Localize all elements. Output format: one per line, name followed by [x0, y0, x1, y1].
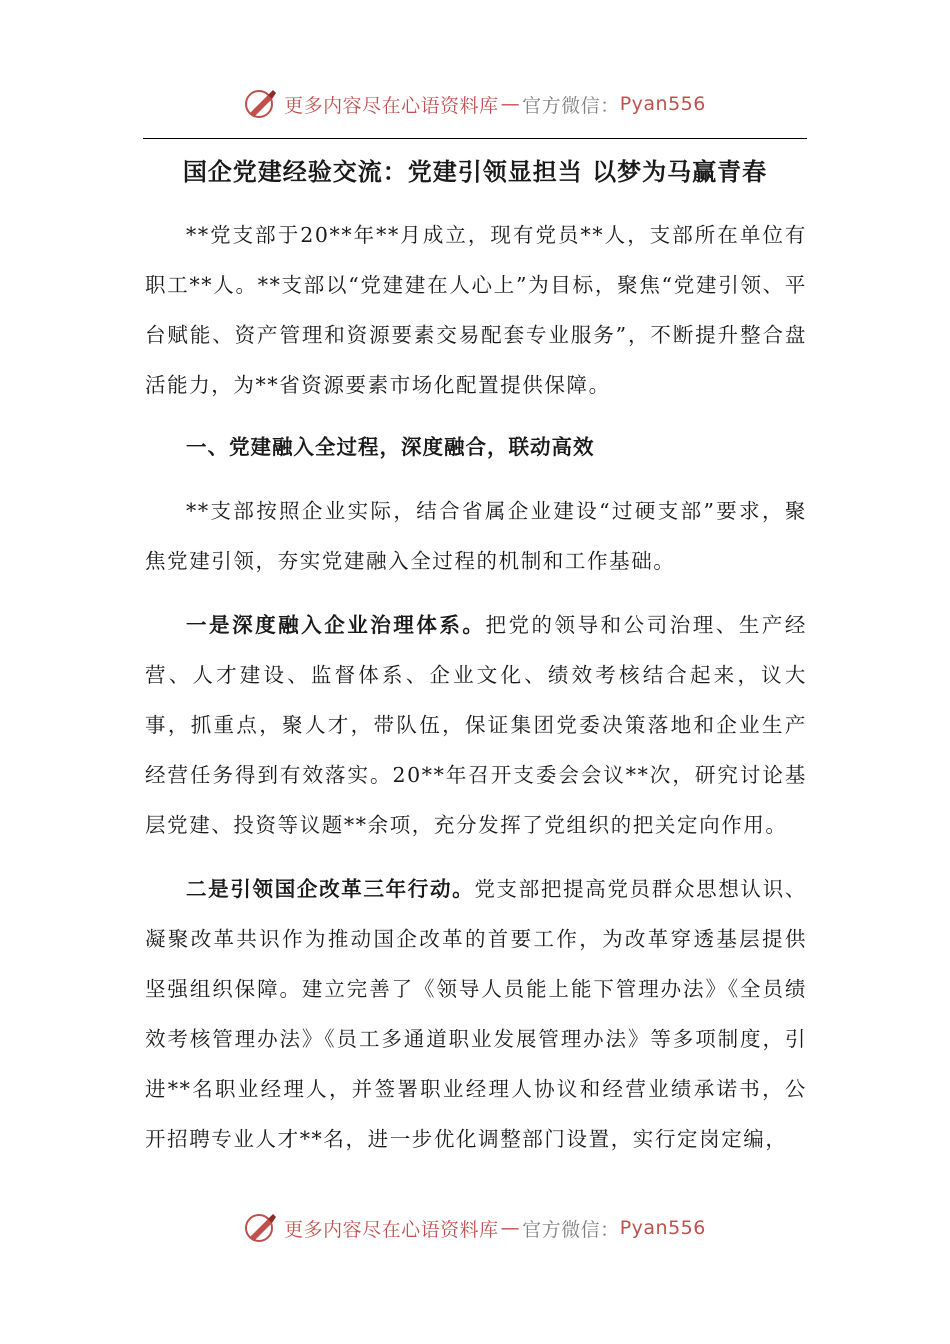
watermark-wechat-label: 官方微信： [522, 94, 620, 117]
intro-paragraph: **党支部于20**年**月成立，现有党员**人，支部所在单位有职工**人。**支部以“党建建在人心上”为目标，聚焦“党建引领、平台赋能、资产管理和资源要素交易配套专业服务”，不断提升整合盘活能力，为**省资源要素市场化配置提供保障。 [145, 223, 807, 397]
point-two-paragraph [145, 864, 807, 1164]
page-title: 国企党建经验交流：党建引领显担当 以梦为马赢青春 [182, 157, 768, 186]
point-one-paragraph [145, 600, 807, 850]
header-watermark [0, 84, 950, 124]
document-body [145, 210, 807, 1164]
watermark-dash: — [500, 1217, 521, 1239]
pen-logo-icon [244, 1211, 278, 1245]
pen-logo-icon [244, 87, 278, 121]
watermark-wechat-id: Pyan556 [619, 1217, 706, 1239]
watermark-site-text: 更多内容尽在心语资料库 [284, 94, 499, 117]
watermark-site-text: 更多内容尽在心语资料库 [284, 1218, 499, 1241]
section-intro-paragraph: **支部按照企业实际，结合省属企业建设“过硬支部”要求，聚焦党建引领，夯实党建融入全过程的机制和工作基础。 [145, 499, 807, 573]
point-one-lead: 一是深度融入企业治理体系。 [186, 613, 486, 637]
watermark-wechat-label: 官方微信： [522, 1218, 620, 1241]
watermark-dash: — [500, 93, 521, 115]
point-one-body: 把党的领导和公司治理、生产经营、人才建设、监督体系、企业文化、绩效考核结合起来，议大事，抓重点，聚人才，带队伍，保证集团党委决策落地和企业生产经营任务得到有效落实。20**年召开支委会会议**次，研究讨论基层党建、投资等议题**余项，充分发挥了党组织的把关定向作用。 [145, 613, 807, 837]
watermark-wechat-id: Pyan556 [619, 93, 706, 115]
section-heading: 一、党建融入全过程，深度融合，联动高效 [186, 435, 595, 459]
point-two-body: 党支部把提高党员群众思想认识、凝聚改革共识作为推动国企改革的首要工作，为改革穿透基层提供坚强组织保障。建立完善了《领导人员能上能下管理办法》《全员绩效考核管理办法》《员工多通道职业发展管理办法》等多项制度，引进**名职业经理人，并签署职业经理人协议和经营业绩承诺书，公开招聘专业人才**名，进一步优化调整部门设置，实行定岗定编， [145, 877, 807, 1151]
header-divider [143, 138, 807, 139]
footer-watermark [0, 1208, 950, 1248]
point-two-lead: 二是引领国企改革三年行动。 [186, 877, 475, 901]
